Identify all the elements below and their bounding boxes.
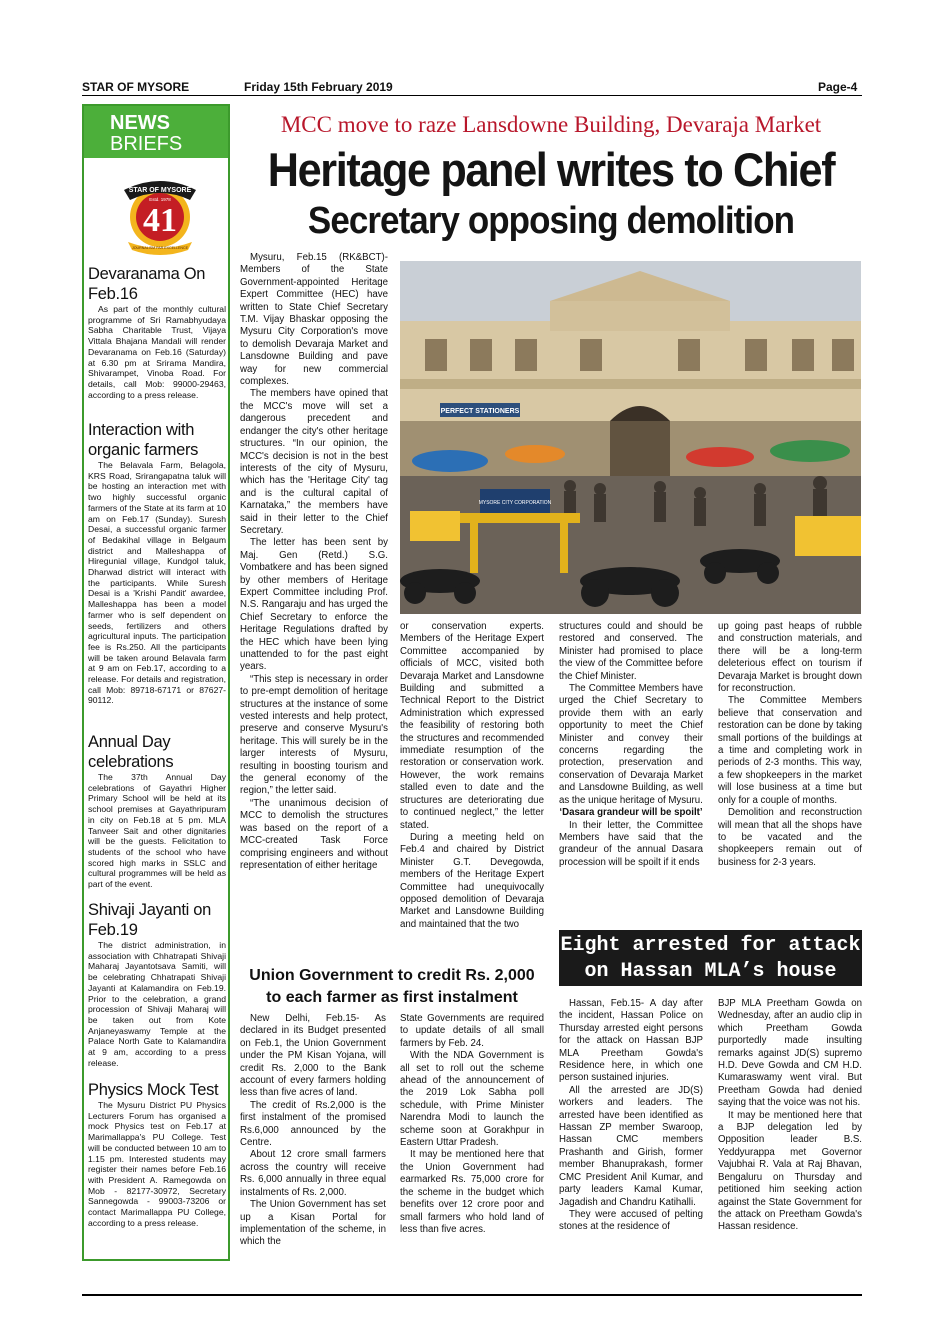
paragraph: They were accused of pelting stones at the residence of [559,1208,703,1233]
paragraph: The members have opined that the MCC's move will set a dangerous precedent and endanger the city's other heritage structures. “In our opinion, the MCC's decision is not in the best interests of the city of Mysuru, which has the 'Heritage City' tag and is the cultural capital of Karnataka,” the members have said in their letter to the Chief Secretary. [240,388,388,536]
issue-date: Friday 15th February 2019 [244,80,393,94]
story2-col1 [240,1013,386,1249]
paragraph: The credit of Rs.2,000 is the first instalment of the promised Rs.6,000 announced by the Centre. [240,1099,386,1149]
paragraph: Demolition and reconstruction will mean that all the shops have to be vacated and the shopkeepers remain out of business for 2-3 years. [718,807,862,868]
brief-body: The 37th Annual Day celebrations of Gayathri Higher Primary School will be held at its school premises at Gayathripuram in city on Feb.18 at 5 pm. MLA Tanveer Sait and other dignitaries will be the guests. Felicitation to students of the school who have scored high marks in SSLC and cultural programmes will be held as part of the event. [88,772,226,890]
brief-annual-day [88,732,226,890]
anniversary-badge [118,172,202,258]
brief-shivaji-jayanti [88,900,226,1068]
brief-title: Annual Day celebrations [88,733,174,771]
paragraph: It may be mentioned here that a BJP delegation led by Opposition leader B.S. Yeddyurappa met Governor Vajubhai R. Vala at Raj Bhavan, Bengaluru on Thursday and petitioned him seeking action against the State Government for the attack on Preetham Gowda's Hassan residence. [718,1109,862,1233]
paragraph: Hassan, Feb.15- A day after the incident, Hassan Police on Thursday arrested eight persons for the attack on Hassan BJP MLA Preetham Gowda's Residence here, in which one person sustained injuries. [559,998,703,1084]
brief-physics-mock-test [88,1080,226,1228]
story3-headline-box [559,930,862,986]
footer-rule [82,1294,862,1296]
brief-devaranama [88,264,226,400]
shop-signboard-text: PERFECT STATIONERS [440,408,520,415]
brief-body: The Belavala Farm, Belagola, KRS Road, Srirangapatna taluk will be hosting an interaction met with two highly successful organic farmers of the State at its farm at 10 am on Feb.17 (Sunday). Suresh Desai, a successful organic farmer of Bedakihal village in Belgaum district and Malleshappa of Hiregunial village, Kundgol taluk, Dharwad district will interact with the participants. While Suresh Desai is a 'Krishi Pandit' awardee, Malleshappa has been a model farmer who is self dependent on seeds, fertilizers and others agricultural inputs. The participation fee is Rs.250. All the participants will be taken around Belavala farm at 9 am on Feb.17, according to a release. For details and registration, call Mob: 89718-67171 or 87627-90112. [88,460,226,706]
story2-headline [240,965,544,1009]
paragraph: Mysuru, Feb.15 (RK&BCT)- Members of the State Government-appointed Heritage Expert Committee (HEC) have written to State Chief Secretary T.M. Vijay Bhaskar opposing the Mysuru City Corporation's move to demolish Devaraja Market and Lansdowne Building and pave way for new commercial complexes. [240,252,388,388]
badge-est-text: Estd. 1978 [149,197,171,202]
page-number: Page-4 [818,80,858,94]
paragraph: “This step is necessary in order to pre-empt demolition of heritage structures at the instance of some vested interests and help protect, preserve and conserve Mysuru's heritage. This will surely be in the larger interests of Mysuru, resulting in boosting tourism and the general economy of the region,” the letter said. [240,673,388,797]
brief-body: The Mysuru District PU Physics Lecturers Forum has organised a mock Physics test on Feb.17 at Marimallappa's PU College. Test will be conducted between 10 am to 1.15 pm. Interested students may register their names before Feb.16 with President A. Ramegowda on Mob - 82177-30972, Secretary Sannegowda - 99003-73206 or contact Marimallappa PU College, according to a press release. [88,1100,226,1228]
main-story-col4 [718,621,862,869]
brief-title: Interaction with organic farmers [88,421,199,459]
badge-bottom-text: JOURNALISM PAR EXCELLENCE [131,246,189,250]
header-rule [82,95,862,96]
devaraja-market-photo [400,261,861,614]
brief-organic-farmers [88,420,226,706]
building-parapet [550,301,730,331]
brief-title: Shivaji Jayanti on Feb.19 [88,901,212,939]
paragraph: State Governments are required to update details of all small farmers by Feb. 24. [400,1013,544,1049]
paragraph: The Committee Members believe that conservation and restoration can be done by taking small portions of the buildings at a time and completing work in periods of 2-3 months. This way, a few shopkeepers in the market will lose business at a time but only for a couple of months. [718,695,862,806]
paragraph: During a meeting held on Feb.4 and chaired by District Minister G.T. Devegowda, members of the Heritage Expert Committee had unequivocally opposed demolition of Devaraja Market and Lansdowne Building and maintained that the two [400,831,544,930]
paragraph: New Delhi, Feb.15- As declared in its Budget presented on Feb.1, the Union Government under the PM Kisan Yojana, will credit Rs. 2,000 to the Bank account of every farmers holding less than five acres of land. [240,1013,386,1099]
paragraph: or conservation experts. Members of the Heritage Expert Committee accompanied by officials of MCC, visited both Devaraja Market and Lansdowne Building and submitted a Technical Report to the District Administration which expressed the feasibility of restoring both the structures and recommended immediate resumption of the restoration or conservation work. However, the work remains stalled even to date and the structures are deteriorating due to continued neglect,” the letter stated. [400,621,544,831]
paragraph: The letter has been sent by Maj. Gen (Retd.) S.G. Vombatkere and has been signed by other members of Heritage Expert Committee including Prof. N.S. Rangaraju and has urged the Chief Secretary to enforce the Heritage Regulations drafted by the HEC which have been lying unattended to for the past eight years. [240,537,388,673]
paragraph: It may be mentioned here that the Union Government had earmarked Rs. 75,000 crore for the scheme in the budget which benefits over 12 crore poor and small farmers who hold land of less than five acres. [400,1149,544,1235]
barricade-sign-text: MYSORE CITY CORPORATION [478,500,552,506]
paragraph: In their letter, the Committee Members have said that the grandeur of the annual Dasara procession will be spoilt if it ends [559,819,703,868]
paragraph: With the NDA Government is all set to roll out the scheme ahead of the announcement of the 2019 Lok Sabha poll schedule, with Prime Minister Narendra Modi to launch the scheme soon at Gorakhpur in Eastern Uttar Pradesh. [400,1050,544,1149]
paragraph: BJP MLA Preetham Gowda on Wednesday, after an audio clip in which Preetham Gowda purportedly made insulting remarks against JD(S) supremo H.D. Deve Gowda and CM H.D. Kumaraswamy went viral. But Preetham Gowda had denied saying that the voice was not his. [718,998,862,1109]
paragraph: The Committee Members have urged the Chief Secretary to provide them with an early opportunity to meet the Chief Minister and convey their concerns regarding the protection, preservation and conservation of Devaraja Market and Lansdowne Building, as well as the unique heritage of Mysuru. [559,683,703,806]
brief-body: The district administration, in association with Chhatrapati Shivaji Maharaj Jayantotsava Samiti, will be celebrating Chhatrapati Shivaji Jayanti at Kalamandira on Feb.19. Prior to the celebration, a grand procession of Shivaji Maharaj will be taken out from Kote Anjaneyaswamy Temple at the Palace North Gate to Kalamandira at 9 am, according to a press release. [88,940,226,1068]
main-headline-line2: Secretary opposing demolition [307,200,795,242]
story2-headline-line1: Union Government to credit Rs. 2,000 [249,967,535,984]
paragraph: “The unanimous decision of MCC to demolish the structures was based on the report of a MCC-created Task Force comprising engineers and without representation of either heritage [240,797,388,871]
news-briefs-heading-line1: NEWS [110,112,170,134]
news-briefs-heading-line2: BRIEFS [110,133,183,155]
paragraph: up going past heaps of rubble and construction materials, and there will be a long-term deleterious effect on tourism if Devaraja Market is brought down for reconstruction. [718,621,862,695]
story3-col2 [718,998,862,1234]
main-story-col1 [240,252,388,872]
brief-title: Physics Mock Test [88,1081,219,1099]
paragraph: structures could and should be restored and conserved. The Minister had promised to place the view of the Committee before the Chief Minister. [559,621,703,682]
badge-number: 41 [143,202,177,239]
main-story-col2 [400,621,544,931]
main-story-col3 [559,621,703,869]
paragraph: The Union Government has set up a Kisan Portal for implementation of the scheme, in which the [240,1199,386,1248]
paragraph: About 12 crore small farmers across the country will receive Rs. 6,000 annually in three equal instalments of Rs. 2,000. [240,1149,386,1198]
story3-col1 [559,998,703,1234]
subheading-dasara: ‘Dasara grandeur will be spoilt’ [559,807,703,819]
paper-name: STAR OF MYSORE [82,80,190,94]
news-briefs-sidebar [82,104,230,1261]
story2-col2 [400,1013,544,1236]
main-kicker: MCC move to raze Lansdowne Building, Devaraja Market [280,112,822,137]
story3-headline-line2: on Hassan MLA’s house [584,960,837,983]
market-scene-illustration [400,261,861,614]
main-headline-line1: Heritage panel writes to Chief [267,143,835,196]
brief-title: Devaranama On Feb.16 [88,265,206,303]
story2-headline-line2: to each farmer as first instalment [266,989,518,1006]
news-briefs-heading [84,106,228,158]
story3-headline-line1: Eight arrested for attack [560,934,861,957]
cornice [400,379,861,389]
paragraph: All the arrested are JD(S) workers and leaders. The arrested have been identified as Hassan ZP member Swaroop, Hassan CMC members Prashanth and Girish, former member Bhanuprakash, former CMC President Anil Kumar, and party leaders Kamal Kumar, Jagadish and Chandru Katihalli. [559,1084,703,1208]
badge-top-text: STAR OF MYSORE [128,187,192,194]
brief-body: As part of the monthly cultural programme of Sri Ramabhyudaya Sabha Charitable Trust, Vijaya Vittala Bhajana Mandali will render Devaranama on Feb.16 (Saturday) at 6.30 pm at Srirama Mandira, Shivarampet, Vinoba Road. For details, call Mob: 99000-29463, according to a press release. [88,304,226,400]
